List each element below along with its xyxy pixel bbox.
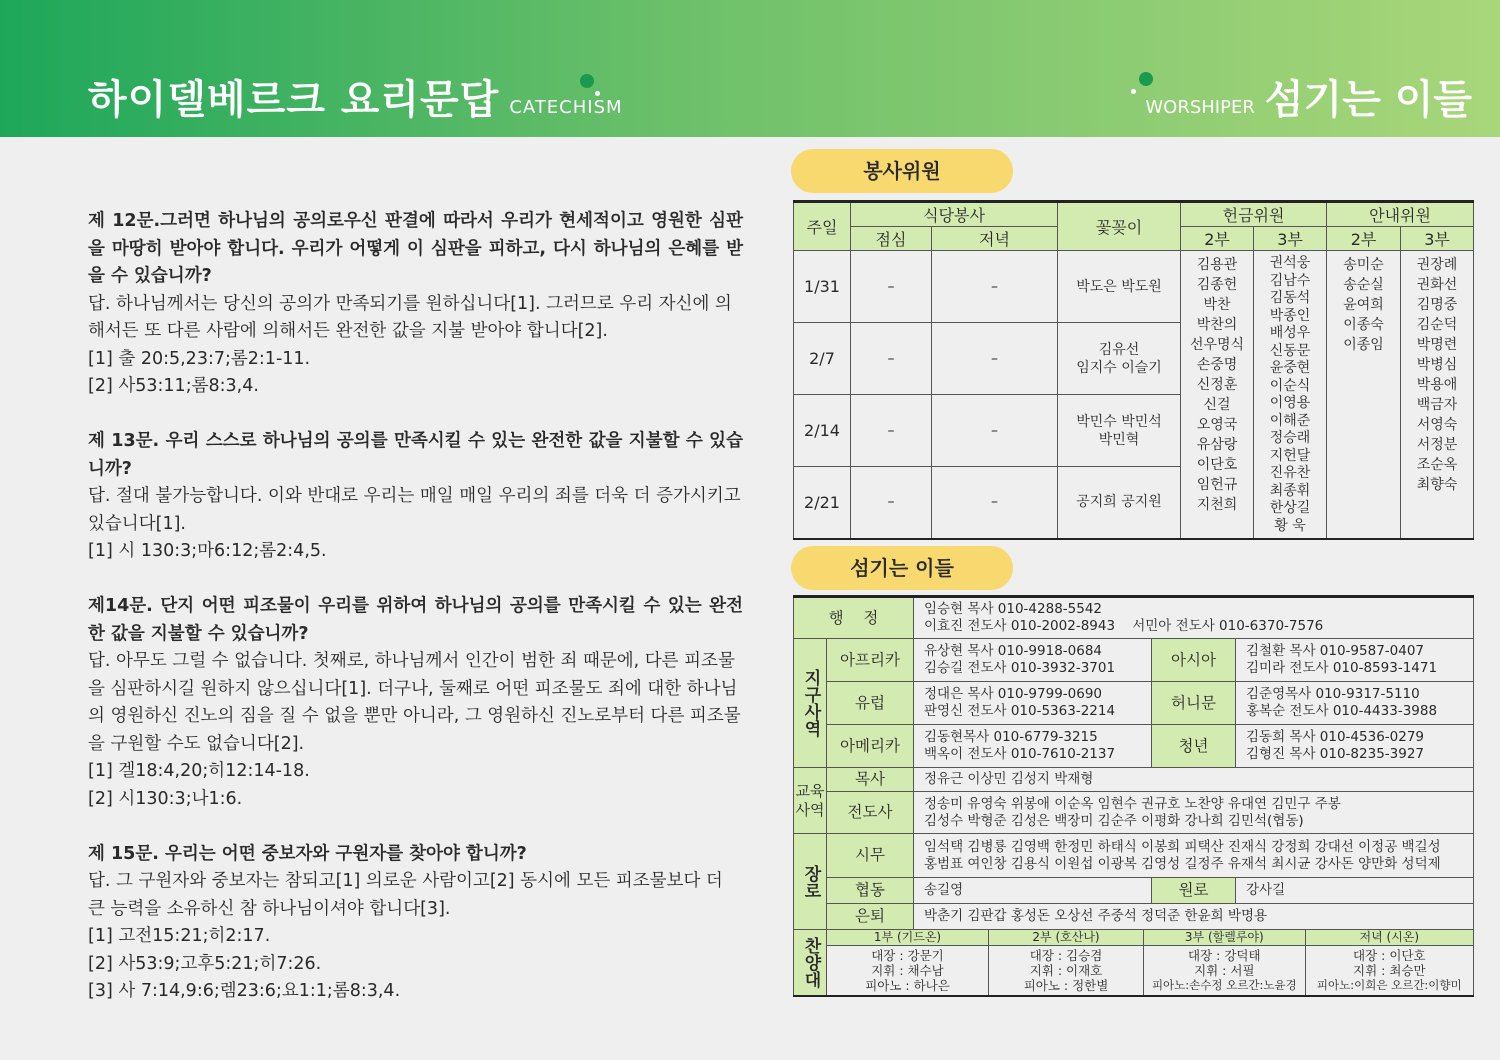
choir-conductor: 지휘 : 이재호 [1029,962,1103,978]
names-line: 김성수 박형준 김성은 백장미 김순주 이평화 강나희 김민석(협동) [924,812,1304,829]
choir-conductor: 지휘 : 채수남 [871,962,944,978]
africa-contacts [914,639,1152,682]
col-guide-3-header: 3부 [1401,227,1474,251]
contact-line: 김형진 목사 010-8235-3927 [1246,746,1425,762]
coop-elder-label: 협동 [827,878,914,904]
youth-contacts [1236,725,1474,768]
contact-line: 김동현목사 010-6779-3215 [924,729,1098,745]
header-left [88,68,623,125]
catechism-item [88,208,743,401]
col-offering-3-header: 3부 [1254,227,1327,251]
choir-leader: 대장 : 강덕태 [1188,947,1261,963]
scripture-ref: [1] 고전15:21;히2:17. [88,926,271,946]
lunch-cell: – [851,395,932,467]
choir-pianist: 피아노 : 하나은 [865,977,950,993]
dinner-cell: – [932,323,1058,395]
catechism-title: 하이델베르크 요리문답 [88,77,500,123]
pastor-label: 목사 [827,768,914,792]
choir-conductor: 지휘 : 최승만 [1353,962,1426,978]
america-contacts [914,725,1152,768]
contact-line: 김철환 목사 010-9587-0407 [1246,643,1425,659]
europe-contacts [914,682,1152,725]
honeymoon-contacts [1236,682,1474,725]
catechism-question: 제 15문. 우리는 어떤 중보자와 구원자를 찾아야 합니까? [88,843,527,864]
contact-line: 판영신 전도사 010-5363-2214 [924,703,1116,719]
names-line: 임석택 김병룡 김영백 한정민 하태식 이봉희 피택산 진재식 강정희 강대선 이정공 백길성 [924,838,1441,855]
senior-elder-names: 강사길 [1236,878,1474,904]
retired-elder-label: 은퇴 [827,904,914,930]
catechism-question: 제 13문. 우리 스스로 하나님의 공의를 만족시킬 수 있는 완전한 값을 지불할 수 있습니까? [88,431,743,479]
col-date-header: 주일 [794,202,851,251]
decor-dot-icon [580,74,594,88]
contact-line: 김동희 목사 010-4536-0279 [1246,729,1425,745]
flower-cell: 김유선 임지수 이슬기 [1058,323,1181,395]
senior-elder-label: 원로 [1152,878,1236,904]
flower-cell: 박도은 박도원 [1058,251,1181,323]
catechism-answer: 답. 그 구원자와 중보자는 참되고[1] 의로운 사람이고[2] 동시에 모든 피조물보다 더 큰 능력을 소유하신 참 하나님이셔야 합니다[3]. [88,871,723,919]
choir-leader: 대장 : 이단호 [1353,947,1426,963]
youth-label: 청년 [1152,725,1236,768]
scripture-ref: [2] 시130:3;나1:6. [88,788,243,809]
pastor-names: 정유근 이상민 김성지 박재형 [914,768,1474,792]
asia-label: 아시아 [1152,639,1236,682]
names-line: 홍범표 여인창 김용식 이원섭 이광복 김영성 길정주 유재석 최시균 강사돈 양만화 성덕제 [924,855,1441,872]
choir-label: 찬양대 [794,930,827,996]
coop-elder-names: 송길영 [914,878,1152,904]
catechism-item [88,593,743,813]
date-cell: 2/14 [794,395,851,467]
asia-contacts [1236,639,1474,682]
choir-leader: 대장 : 김승겸 [1029,947,1103,963]
scripture-ref: [1] 시 130:3;마6:12;롬2:4,5. [88,541,327,561]
scripture-ref: [1] 출 20:5,23:7;롬2:1-11. [88,348,311,369]
catechism-question: 제14문. 단지 어떤 피조물이 우리를 위하여 하나님의 공의를 만족시킬 수 있는 완전한 값을 지불할 수 있습니까? [88,596,743,644]
catechism-item [88,841,743,1006]
table-row [794,251,1474,323]
flower-cell: 박민수 박민석 박민혁 [1058,395,1181,467]
choir-staff [1305,946,1473,995]
flower-cell: 공지희 공지원 [1058,467,1181,539]
worshipers-pill: 섬기는 이들 [791,546,1013,590]
choir-name: 3부 (할렐루야) [1144,930,1306,946]
scripture-ref: [3] 사 7:14,9:6;렘23:6;요1:1;롬8:3,4. [88,981,401,1001]
service-table [793,200,1474,540]
active-elder-names [914,834,1474,878]
worshipers-table [793,595,1474,997]
america-label: 아메리카 [827,725,914,768]
col-offering-header: 헌금위원 [1181,202,1327,227]
contact-line: 백옥이 전도사 010-7610-2137 [924,746,1116,762]
admin-line: 임승현 목사 010-4288-5542 [924,601,1103,617]
contact-line: 김승길 전도사 010-3932-3701 [924,660,1116,676]
dinner-cell: – [932,251,1058,323]
worshiper-title: 섬기는 이들 [1264,77,1472,123]
scripture-ref: [1] 겔18:4,20;히12:14-18. [88,761,310,781]
honeymoon-label: 허니문 [1152,682,1236,725]
europe-label: 유럽 [827,682,914,725]
lunch-cell: – [851,251,932,323]
guide-2-names: 송미순 송순실 윤여희 이종숙 이종임 [1327,251,1401,539]
choir-pianist: 피아노 : 정한별 [1023,977,1109,993]
retired-elder-names: 박춘기 김판갑 홍성돈 오상선 주중석 정덕준 한윤희 박명용 [914,904,1474,930]
date-cell: 2/21 [794,467,851,539]
catechism-section [88,208,743,1033]
region-ministry-label: 지구사역 [794,639,827,768]
col-guide-header: 안내위원 [1327,202,1474,227]
lunch-cell: – [851,467,932,539]
contact-line: 홍복순 전도사 010-4433-3988 [1246,703,1438,719]
contact-line: 유상현 목사 010-9918-0684 [924,643,1103,659]
choir-staff [827,946,989,995]
choir-staff [989,946,1144,995]
decor-dot-small-icon [595,91,600,96]
col-flower-header: 꽃꽂이 [1058,202,1181,251]
admin-line: 이효진 전도사 010-2002-8943 서민아 전도사 010-6370-7576 [924,618,1324,634]
dinner-cell: – [932,467,1058,539]
africa-label: 아프리카 [827,639,914,682]
choir-name: 1부 (기드온) [827,930,989,946]
admin-label: 행 정 [794,597,914,639]
catechism-answer: 답. 절대 불가능합니다. 이와 반대로 우리는 매일 매일 우리의 죄를 더욱 더 증가시키고 있습니다[1]. [88,486,741,534]
page-header [0,0,1500,137]
evangelist-names [914,792,1474,834]
catechism-answer: 답. 아무도 그럴 수 없습니다. 첫째로, 하나님께서 인간이 범한 죄 때문에, 다른 피조물을 심판하시길 원하지 않으십니다[1]. 더구나, 둘째로 어떤 피조물도 죄에 대한 하나님의 영원하신 진노의 짐을 질 수 없을 뿐만 아니라, 그 영원하신 진노로부터 다른 피조물을 구원할 수도 없습니다[2]. [88,651,741,754]
guide-3-names: 권장례 권화선 김명중 김순덕 박명련 박병심 박용애 백금자 서영숙 서정분 조순옥 최향숙 [1401,251,1474,539]
contact-line: 김준영목사 010-9317-5110 [1246,686,1420,702]
col-offering-2-header: 2부 [1181,227,1254,251]
elder-label: 장로 [794,834,827,930]
active-elder-label: 시무 [827,834,914,878]
choir-staff [1144,946,1306,995]
catechism-answer: 답. 하나님께서는 당신의 공의가 만족되기를 원하십니다[1]. 그러므로 우리 자신에 의해서든 또 다른 사람에 의해서든 완전한 값을 지불 받아야 합니다[2]. [88,293,732,341]
col-meal-header: 식당봉사 [851,202,1058,227]
lunch-cell: – [851,323,932,395]
scripture-ref: [2] 사53:11;롬8:3,4. [88,376,259,396]
date-cell: 1/31 [794,251,851,323]
contact-line: 정대은 목사 010-9799-0690 [924,686,1103,702]
choir-leader: 대장 : 강문기 [871,947,944,963]
dinner-cell: – [932,395,1058,467]
choir-name: 저녁 (시온) [1305,930,1473,946]
choir-pianist: 피아노:이희은 오르간:이향미 [1316,977,1462,992]
evangelist-label: 전도사 [827,792,914,834]
choir-pianist: 피아노:손수정 오르간:노윤경 [1151,977,1297,992]
education-ministry-label: 교육 사역 [794,768,827,834]
catechism-question: 제 12문.그러면 하나님의 공의로우신 판결에 따라서 우리가 현세적이고 영원한 심판을 마땅히 받아야 합니다. 우리가 어떻게 이 심판을 피하고, 다시 하나님의 은혜를 받을 수 있습니까? [88,211,743,286]
names-line: 정송미 유영숙 위봉애 이순옥 임현수 권규호 노찬양 유대연 김민구 주봉 [924,795,1341,812]
catechism-item [88,428,743,566]
header-right [1145,68,1472,125]
choir-name: 2부 (호산나) [989,930,1144,946]
service-committee-pill: 봉사위원 [791,149,1013,193]
col-guide-2-header: 2부 [1327,227,1401,251]
admin-contacts [914,597,1474,639]
offering-3-names: 권석웅 김남수 김동석 박종인 배성우 신동문 윤중현 이순식 이영용 이해준 정승래 지헌달 진유찬 최종휘 한상길 황 욱 [1254,251,1327,539]
col-lunch-header: 점심 [851,227,932,251]
col-dinner-header: 저녁 [932,227,1058,251]
decor-dot-small-icon [1131,89,1136,94]
choir-table [827,930,1473,995]
choir-conductor: 지휘 : 서필 [1194,962,1255,978]
scripture-ref: [2] 사53:9;고후5:21;히7:26. [88,953,322,974]
worshiper-subtitle: WORSHIPER [1145,97,1255,118]
offering-2-names: 김용관 김종헌 박찬 박찬의 선우명식 손중명 신정훈 신걸 오영국 유삼랑 이단호 임헌규 지천희 [1181,251,1254,539]
choir-cell [827,930,1474,996]
date-cell: 2/7 [794,323,851,395]
contact-line: 김미라 전도사 010-8593-1471 [1246,660,1438,676]
catechism-subtitle: CATECHISM [509,97,623,118]
